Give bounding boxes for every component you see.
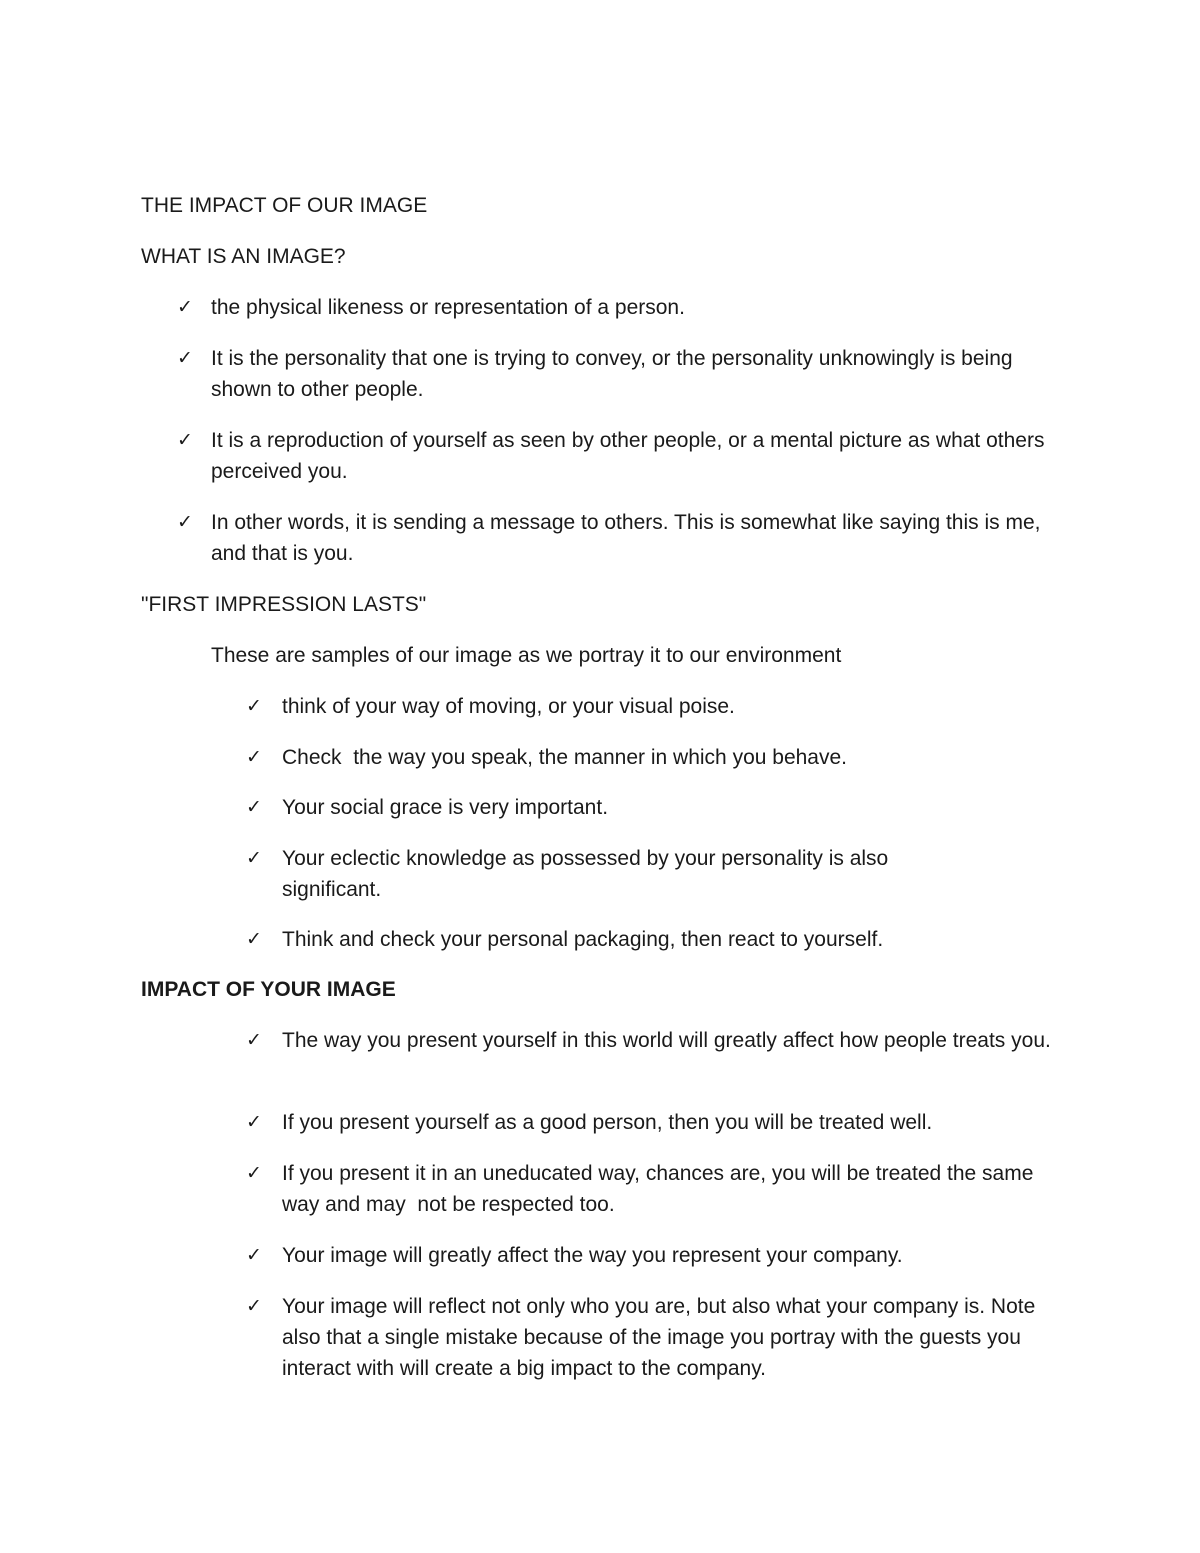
list-item — [246, 792, 1062, 823]
list-item-text: the physical likeness or representation of a person. — [211, 296, 685, 319]
list-item — [246, 1025, 1062, 1056]
list-item — [246, 691, 1062, 722]
check-mark-icon: ✓ — [177, 347, 193, 369]
list-item-text: It is the personality that one is trying to convey, or the personality unknowingly is being shown to other people. — [211, 347, 1013, 401]
list-item — [246, 742, 1062, 773]
list-item — [246, 1291, 1062, 1384]
list-item-text: If you present it in an uneducated way, chances are, you will be treated the same way and may not be respected too. — [282, 1162, 1040, 1216]
check-mark-icon: ✓ — [246, 1111, 262, 1133]
list-item-text: Your eclectic knowledge as possessed by your personality is also significant. — [282, 847, 889, 901]
check-mark-icon: ✓ — [177, 296, 193, 318]
check-mark-icon: ✓ — [246, 1029, 262, 1051]
check-mark-icon: ✓ — [246, 695, 262, 717]
check-mark-icon: ✓ — [246, 1295, 262, 1317]
list-item — [177, 507, 1061, 569]
list-item-text: In other words, it is sending a message to others. This is somewhat like saying this is me, and that is you. — [211, 511, 1041, 565]
section-heading-impact: IMPACT OF YOUR IMAGE — [141, 978, 396, 1001]
list-item — [177, 343, 1061, 405]
list-item — [246, 1158, 1062, 1220]
list-item — [246, 924, 1062, 955]
list-item — [177, 292, 1061, 323]
list-item-text: If you present yourself as a good person, then you will be treated well. — [282, 1111, 933, 1134]
check-mark-icon: ✓ — [246, 1244, 262, 1266]
document-title: THE IMPACT OF OUR IMAGE — [141, 194, 428, 217]
check-mark-icon: ✓ — [246, 1162, 262, 1184]
list-item — [246, 1240, 1062, 1271]
section-heading-what-is-image: WHAT IS AN IMAGE? — [141, 245, 346, 268]
list-item-text: Your social grace is very important. — [282, 796, 609, 819]
check-mark-icon: ✓ — [246, 847, 262, 869]
check-mark-icon: ✓ — [177, 511, 193, 533]
list-item-text: Check the way you speak, the manner in which you behave. — [282, 746, 847, 769]
list-item-text: think of your way of moving, or your visual poise. — [282, 695, 735, 718]
section-heading-first-impression: "FIRST IMPRESSION LASTS" — [141, 593, 427, 616]
check-mark-icon: ✓ — [246, 928, 262, 950]
section-intro: These are samples of our image as we portray it to our environment — [211, 644, 842, 667]
list-item — [246, 1107, 1062, 1138]
check-mark-icon: ✓ — [246, 796, 262, 818]
list-item-text: Think and check your personal packaging, then react to yourself. — [282, 928, 884, 951]
list-item-text: Your image will reflect not only who you are, but also what your company is. Note also that a single mistake because of the image you portray with the guests you interact with will create a big impact to the company. — [282, 1295, 1036, 1380]
list-item-text: It is a reproduction of yourself as seen by other people, or a mental picture as what others perceived you. — [211, 429, 1045, 483]
list-item-text: The way you present yourself in this world will greatly affect how people treats you. — [282, 1029, 1051, 1052]
list-item — [246, 843, 982, 905]
list-item — [177, 425, 1061, 487]
check-mark-icon: ✓ — [246, 746, 262, 768]
check-mark-icon: ✓ — [177, 429, 193, 451]
list-item-text: Your image will greatly affect the way you represent your company. — [282, 1244, 903, 1267]
